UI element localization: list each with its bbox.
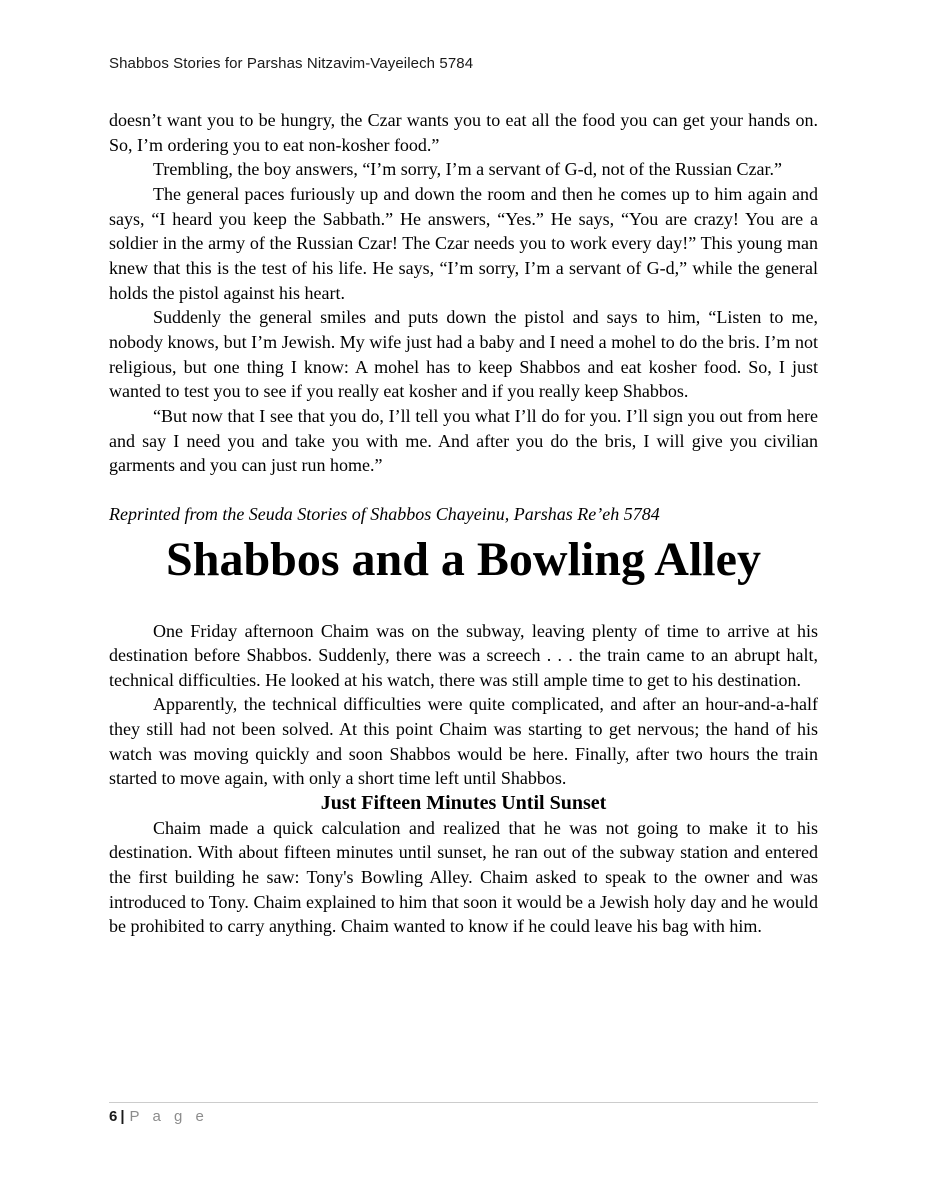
footer-separator: | (120, 1108, 125, 1125)
story-paragraph: One Friday afternoon Chaim was on the subway, leaving plenty of time to arrive at his destination before Shabbos. Suddenly, there was a screech . . . the train came to an abrupt halt, technical difficulties. He looked at his watch, there was still ample time to get to his destination. (109, 620, 818, 690)
page-footer (109, 1102, 818, 1125)
section-subheading: Just Fifteen Minutes Until Sunset (320, 792, 607, 815)
story-paragraph: Apparently, the technical difficulties were quite complicated, and after an hour-and-a-half they still had not been solved. At this point Chaim was starting to get nervous; the hand of his watch was moving quickly and soon Shabbos would be here. Finally, after two hours the train started to move again, with only a short time left until Shabbos. (109, 694, 818, 789)
story-paragraph: doesn’t want you to be hungry, the Czar wants you to eat all the food you can get your hands on. So, I’m ordering you to eat non-kosher food.” (109, 110, 818, 155)
story-paragraph: Suddenly the general smiles and puts down the pistol and says to him, “Listen to me, nobody knows, but I’m Jewish. My wife just had a baby and I need a mohel to do the bris. I’m not religious, but one thing I know: A mohel has to keep Shabbos and eat kosher food. So, I just wanted to test you to see if you really eat kosher and if you really keep Shabbos. (109, 307, 818, 402)
story-paragraph: Trembling, the boy answers, “I’m sorry, I’m a servant of G-d, not of the Russian Czar.” (153, 159, 783, 180)
page-number: 6 (109, 1108, 118, 1125)
page-body (109, 108, 818, 939)
reprint-attribution: Reprinted from the Seuda Stories of Shabbos Chayeinu, Parshas Re’eh 5784 (109, 503, 660, 524)
story-paragraph: The general paces furiously up and down the room and then he comes up to him again and says, “I heard you keep the Sabbath.” He answers, “Yes.” He says, “You are crazy! You are a soldier in the army of the Russian Czar! The Czar needs you to work every day!” This young man knew that this is the test of his life. He says, “I’m sorry, I’m a servant of G-d,” while the general holds the pistol against his heart. (109, 183, 818, 303)
story-title: Shabbos and a Bowling Alley (166, 532, 761, 586)
footer-page-label: P a g e (129, 1108, 209, 1125)
story-paragraph: Chaim made a quick calculation and realized that he was not going to make it to his destination. With about fifteen minutes until sunset, he ran out of the subway station and entered the first building he saw: Tony's Bowling Alley. Chaim asked to speak to the owner and was introduced to Tony. Chaim explained to him that soon it would be a Jewish holy day and he would be prohibited to carry anything. Chaim wanted to know if he could leave his bag with him. (109, 817, 818, 937)
running-header: Shabbos Stories for Parshas Nitzavim-Vayeilech 5784 (109, 55, 474, 72)
story-paragraph: “But now that I see that you do, I’ll tell you what I’ll do for you. I’ll sign you out from here and say I need you and take you with me. And after you do the bris, I will give you civilian garments and you can just run home.” (109, 405, 818, 476)
